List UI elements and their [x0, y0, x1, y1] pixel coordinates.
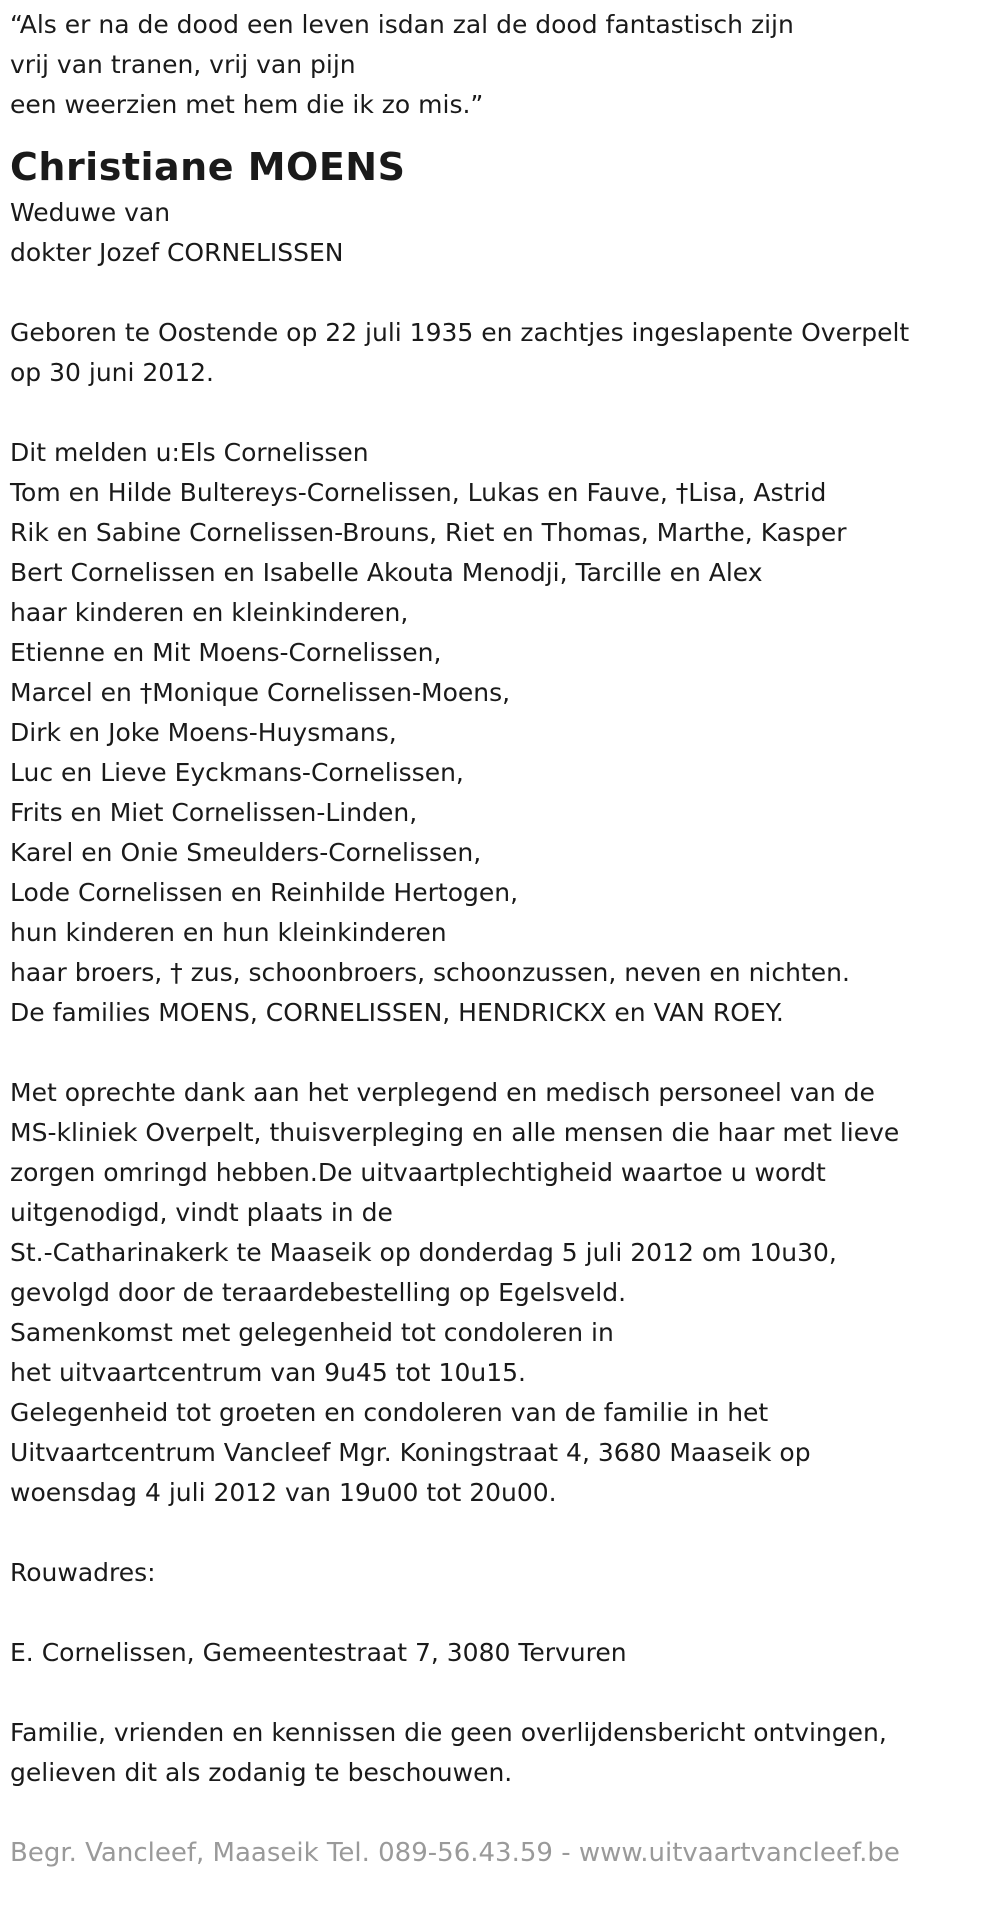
notice-paragraph	[10, 1713, 995, 1793]
deceased-block	[10, 141, 995, 273]
paragraph-line: Uitvaartcentrum Vancleef Mgr. Koningstraat 4, 3680 Maaseik op	[10, 1438, 811, 1467]
paragraph-line: woensdag 4 juli 2012 van 19u00 tot 20u00.	[10, 1478, 557, 1507]
spacer	[10, 125, 995, 141]
paragraph-line: Samenkomst met gelegenheid tot condoleren in	[10, 1318, 614, 1347]
funeral-home-footer: Begr. Vancleef, Maaseik Tel. 089-56.43.59 - www.uitvaartvancleef.be	[10, 1838, 900, 1868]
spouse-name: dokter Jozef CORNELISSEN	[10, 238, 344, 267]
paragraph-line: MS-kliniek Overpelt, thuisverpleging en alle mensen die haar met lieve	[10, 1118, 900, 1147]
ceremony-paragraph	[10, 1073, 995, 1513]
spacer	[10, 273, 995, 313]
spacer	[10, 1673, 995, 1713]
spacer	[10, 1593, 995, 1633]
family-line: De families MOENS, CORNELISSEN, HENDRICKX en VAN ROEY.	[10, 998, 784, 1027]
family-line: Frits en Miet Cornelissen-Linden,	[10, 798, 418, 827]
quote-line: “Als er na de dood een leven isdan zal de dood fantastisch zijn	[10, 10, 794, 39]
paragraph-line: het uitvaartcentrum van 9u45 tot 10u15.	[10, 1358, 526, 1387]
spacer	[10, 1033, 995, 1073]
paragraph-line: Gelegenheid tot groeten en condoleren van de familie in het	[10, 1398, 769, 1427]
paragraph-line: uitgenodigd, vindt plaats in de	[10, 1198, 393, 1227]
family-line: haar kinderen en kleinkinderen,	[10, 598, 409, 627]
spacer	[10, 1793, 995, 1833]
paragraph-line: Geboren te Oostende op 22 juli 1935 en zachtjes ingeslapente Overpelt	[10, 318, 910, 347]
deceased-name: Christiane MOENS	[10, 145, 406, 189]
quote-line: vrij van tranen, vrij van pijn	[10, 50, 356, 79]
quote-line: een weerzien met hem die ik zo mis.”	[10, 90, 484, 119]
opening-quote	[10, 5, 995, 125]
paragraph-line: zorgen omringd hebben.De uitvaartplechtigheid waartoe u wordt	[10, 1158, 826, 1187]
mourning-address-label: Rouwadres:	[10, 1558, 156, 1587]
paragraph-line: gevolgd door de teraardebestelling op Egelsveld.	[10, 1278, 627, 1307]
widow-of-label: Weduwe van	[10, 198, 171, 227]
family-line: Tom en Hilde Bultereys-Cornelissen, Lukas en Fauve, †Lisa, Astrid	[10, 478, 827, 507]
family-line: Rik en Sabine Cornelissen-Brouns, Riet en Thomas, Marthe, Kasper	[10, 518, 847, 547]
obituary-notice	[10, 5, 995, 1873]
spacer	[10, 393, 995, 433]
family-line: hun kinderen en hun kleinkinderen	[10, 918, 447, 947]
family-line: Luc en Lieve Eyckmans-Cornelissen,	[10, 758, 464, 787]
family-line: Bert Cornelissen en Isabelle Akouta Menodji, Tarcille en Alex	[10, 558, 763, 587]
family-line: Dirk en Joke Moens-Huysmans,	[10, 718, 397, 747]
paragraph-line: Met oprechte dank aan het verplegend en medisch personeel van de	[10, 1078, 875, 1107]
family-list	[10, 433, 995, 1033]
birth-death-paragraph	[10, 313, 995, 393]
paragraph-line: St.-Catharinakerk te Maaseik op donderdag 5 juli 2012 om 10u30,	[10, 1238, 837, 1267]
family-line: Dit melden u:Els Cornelissen	[10, 438, 369, 467]
family-line: haar broers, † zus, schoonbroers, schoonzussen, neven en nichten.	[10, 958, 850, 987]
paragraph-line: op 30 juni 2012.	[10, 358, 214, 387]
family-line: Karel en Onie Smeulders-Cornelissen,	[10, 838, 482, 867]
spacer	[10, 1513, 995, 1553]
paragraph-line: Familie, vrienden en kennissen die geen overlijdensbericht ontvingen,	[10, 1718, 887, 1747]
family-line: Marcel en †Monique Cornelissen-Moens,	[10, 678, 511, 707]
paragraph-line: gelieven dit als zodanig te beschouwen.	[10, 1758, 513, 1787]
family-line: Etienne en Mit Moens-Cornelissen,	[10, 638, 442, 667]
family-line: Lode Cornelissen en Reinhilde Hertogen,	[10, 878, 519, 907]
mourning-address: E. Cornelissen, Gemeentestraat 7, 3080 Tervuren	[10, 1638, 627, 1667]
